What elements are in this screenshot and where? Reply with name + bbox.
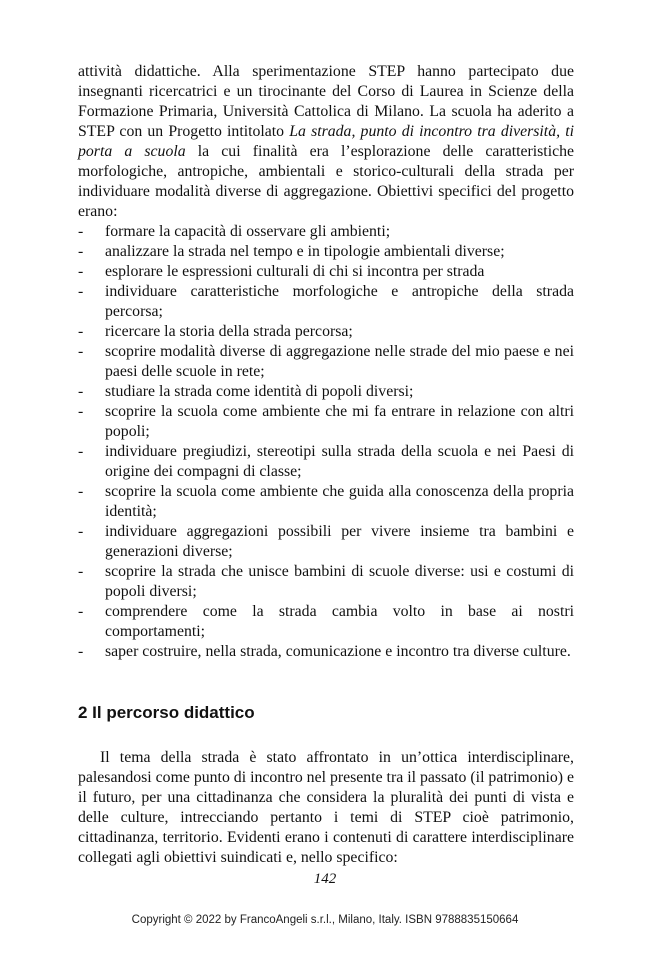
objective-text: comprendere come la strada cambia volto in base ai nostri comportamenti; xyxy=(105,603,574,640)
objectives-list xyxy=(78,222,574,662)
objective-item xyxy=(78,342,574,382)
bullet-dash: - xyxy=(78,283,84,300)
objective-item xyxy=(78,282,574,322)
bullet-dash: - xyxy=(78,403,84,420)
bullet-dash: - xyxy=(78,343,84,360)
objective-text: formare la capacità di osservare gli ambienti; xyxy=(105,223,391,240)
bullet-dash: - xyxy=(78,243,84,260)
objective-item xyxy=(78,382,574,402)
section-heading: 2 Il percorso didattico xyxy=(78,703,255,722)
objective-item xyxy=(78,642,574,662)
bullet-dash: - xyxy=(78,443,84,460)
objective-text: saper costruire, nella strada, comunicazione e incontro tra diverse culture. xyxy=(105,643,571,660)
objective-item xyxy=(78,482,574,522)
objective-item xyxy=(78,602,574,642)
objective-item xyxy=(78,402,574,442)
page-number: 142 xyxy=(313,871,337,887)
objective-text: studiare la strada come identità di popoli diversi; xyxy=(105,383,414,400)
objective-text: scoprire la scuola come ambiente che guida alla conoscenza della propria identità; xyxy=(105,483,574,520)
objective-item xyxy=(78,242,574,262)
objective-item xyxy=(78,322,574,342)
bullet-dash: - xyxy=(78,643,84,660)
page-body xyxy=(78,62,574,868)
bullet-dash: - xyxy=(78,603,84,620)
bullet-dash: - xyxy=(78,523,84,540)
intro-paragraph xyxy=(78,62,574,222)
objective-text: analizzare la strada nel tempo e in tipologie ambientali diverse; xyxy=(105,243,505,260)
objective-text: scoprire modalità diverse di aggregazione nelle strade del mio paese e nei paesi delle scuole in rete; xyxy=(105,343,574,380)
bullet-dash: - xyxy=(78,223,84,240)
objective-item xyxy=(78,562,574,602)
objective-text: individuare aggregazioni possibili per vivere insieme tra bambini e generazioni diverse; xyxy=(105,523,574,560)
bullet-dash: - xyxy=(78,323,84,340)
project-title: La strada, punto di incontro tra diversità, ti porta a scuola xyxy=(78,123,574,160)
objective-item xyxy=(78,222,574,242)
objective-text: ricercare la storia della strada percorsa; xyxy=(105,323,353,340)
copyright-notice: Copyright © 2022 by FrancoAngeli s.r.l., Milano, Italy. ISBN 9788835150664 xyxy=(131,914,519,926)
objective-item xyxy=(78,522,574,562)
objective-text: scoprire la scuola come ambiente che mi fa entrare in relazione con altri popoli; xyxy=(105,403,574,440)
objective-item xyxy=(78,442,574,482)
bullet-dash: - xyxy=(78,383,84,400)
objective-text: individuare caratteristiche morfologiche e antropiche della strada percorsa; xyxy=(105,283,574,320)
intro-text-before: attività didattiche. Alla sperimentazione STEP hanno partecipato due insegnanti ricercatrici e un tirocinante del Corso di Laurea in Scienze della Formazione Primaria, Università Cattolica di Milano. La scuola ha aderito a STEP con un Progetto intitolato xyxy=(78,63,574,140)
intro-text-after: la cui finalità era l’esplorazione delle caratteristiche morfologiche, antropiche, ambientali e storico-culturali della strada per individuare modalità diverse di aggregazione. Obiettivi specifici del progetto erano: xyxy=(78,143,574,220)
objective-text: scoprire la strada che unisce bambini di scuole diverse: usi e costumi di popoli diversi; xyxy=(105,563,574,600)
bullet-dash: - xyxy=(78,263,84,280)
bullet-dash: - xyxy=(78,563,84,580)
objective-text: esplorare le espressioni culturali di chi si incontra per strada xyxy=(105,263,485,280)
objective-text: individuare pregiudizi, stereotipi sulla strada della scuola e nei Paesi di origine dei compagni di classe; xyxy=(105,443,574,480)
section-paragraph: Il tema della strada è stato affrontato in un’ottica interdisciplinare, palesandosi come punto di incontro nel presente tra il passato (il patrimonio) e il futuro, per una cittadinanza che considera la pluralità dei punti di vista e delle culture, intrecciando pertanto i temi di STEP cioè patrimonio, cittadinanza, territorio. Evidenti erano i contenuti di carattere interdisciplinare collegati agli obiettivi suindicati e, nello specifico: xyxy=(78,749,574,866)
bullet-dash: - xyxy=(78,483,84,500)
objective-item xyxy=(78,262,574,282)
